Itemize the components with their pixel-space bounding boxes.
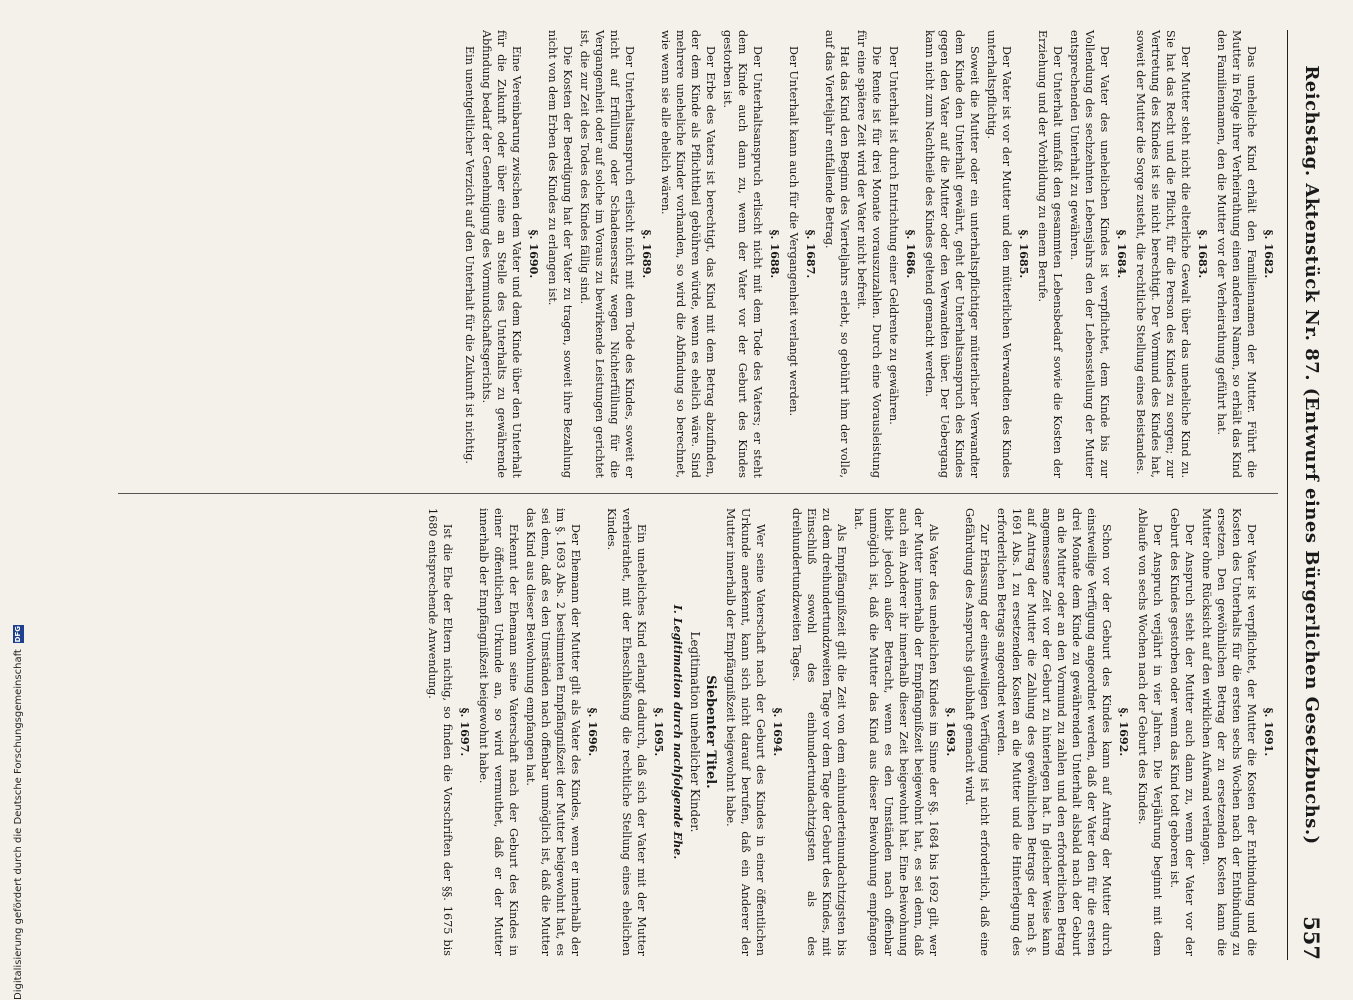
- header-title: Reichstag. Aktenstück Nr. 87. (Entwurf eines Bürgerlichen Gesetzbuchs.): [1301, 65, 1322, 845]
- section-heading: §. 1691.: [1262, 707, 1276, 757]
- section-heading: §. 1686.: [904, 229, 918, 279]
- paragraph: Der Vater des unehelichen Kindes ist verpflichtet, dem Kinde bis zur Vollendung des sechzehnten Lebensjahrs den der Lebensstellung der Mutter entsprechenden Unterhalt zu gewähren.: [1068, 30, 1111, 478]
- paragraph: Der Ehemann der Mutter gilt als Vater des Kindes, wenn er innerhalb der im §. 1693 Abs. 2 bestimmten Empfängnißzeit der Mutter beigewohnt hat, es sei denn, daß es den Umständen nach offenbar unmöglich ist, daß die Mutter das Kind aus dieser Beiwohnung empfangen hat.: [524, 508, 582, 956]
- section-heading: §. 1696.: [586, 707, 600, 757]
- paragraph: Ein uneheliches Kind erlangt dadurch, daß sich der Vater mit der Mutter verheirathet, mit der Eheschließung die rechtliche Stellung eines ehelichen Kindes.: [605, 508, 648, 956]
- column-divider: [118, 493, 1278, 494]
- paragraph: Die Kosten der Beerdigung hat der Vater zu tragen, soweit ihre Bezahlung nicht von dem Erben des Kindes zu erlangen ist.: [546, 30, 574, 478]
- paragraph: Eine Vereinbarung zwischen dem Vater und dem Kinde über den Unterhalt für die Zukunft oder über eine an Stelle des Unterhalts zu gewährende Abfindung bedarf der Genehmigung des Vormundschaftsgerichts.: [480, 30, 523, 478]
- paragraph: Hat das Kind den Beginn des Vierteljahrs erlebt, so gebührt ihm der volle, auf das Vierteljahr entfallende Betrag.: [823, 30, 851, 478]
- paragraph: Der Anspruch verjährt in vier Jahren. Die Verjährung beginnt mit dem Ablaufe von sechs Wochen nach der Geburt des Kindes.: [1136, 508, 1164, 956]
- footer-text: Digitalisierung gefördert durch die Deutsche Forschungsgemeinschaft: [13, 649, 24, 1000]
- section-heading: §. 1688.: [768, 229, 782, 279]
- section-heading: §. 1687.: [804, 229, 818, 279]
- section-heading: §. 1683.: [1196, 229, 1210, 279]
- paragraph: Ein unentgeltlicher Verzicht auf den Unterhalt für die Zukunft ist nichtig.: [463, 46, 476, 464]
- paragraph: Der Unterhalt ist durch Entrichtung einer Geldrente zu gewähren.: [887, 46, 900, 425]
- left-column: [118, 30, 1280, 478]
- paragraph: Erkennt der Ehemann seine Vaterschaft nach der Geburt des Kindes in einer öffentlichen Urkunde an, so wird vermuthet, daß er der Mutter innerhalb der Empfängnißzeit beigewohnt habe.: [477, 508, 520, 956]
- section-heading: §. 1690.: [527, 229, 541, 279]
- section-heading: §. 1689.: [640, 229, 654, 279]
- paragraph: Soweit die Mutter oder ein unterhaltspflichtiger mütterlicher Verwandter dem Kinde den Unterhalt gewährt, geht der Unterhaltsanspruch des Kindes gegen den Vater auf die Mutter oder den Verwandten über. Der Uebergang kann nicht zum Nachtheile des Kindes geltend gemacht werden.: [923, 30, 981, 478]
- section-heading: §. 1697.: [458, 707, 472, 757]
- section-heading: §. 1684.: [1115, 229, 1129, 279]
- paragraph: Der Vater ist verpflichtet, der Mutter die Kosten der Entbindung und die Kosten des Unterhalts für die ersten sechs Wochen nach der Entbindung zu ersetzen. Den gewöhnlichen Betrag der zu ersetzenden Kosten kann die Mutter ohne Rücksicht auf den wirklichen Aufwand verlangen.: [1200, 508, 1258, 956]
- paragraph: Als Empfängnißzeit gilt die Zeit von dem einhunderteinundachtzigsten bis zu dem dreihundertundzweiten Tage vor dem Tage der Geburt des Kindes, mit Einschluß sowohl des einhundertundachtzigsten als des dreihundertundzweiten Tages.: [790, 508, 848, 956]
- paragraph: Als Vater des unehelichen Kindes im Sinne der §§. 1684 bis 1692 gilt, wer der Mutter innerhalb der Empfängnißzeit beigewohnt hat, es sei denn, daß auch ein Anderer ihr innerhalb dieser Zeit beigewohnt hat. Eine Beiwohnung bleibt jedoch außer Betracht, wenn es den Umständen nach offenbar unmöglich ist, daß die Mutter das Kind aus dieser Beiwohnung empfangen hat.: [852, 508, 940, 956]
- footer-credit: [8, 0, 30, 1000]
- paragraph: Der Erbe des Vaters ist berechtigt, das Kind mit dem Betrag abzufinden, der dem Kinde als Pflichttheil gebühren würde, wenn es ehelich wäre. Sind mehrere uneheliche Kinder vorhanden, so wird die Abfindung so berechnet, wie wenn sie alle ehelich wären.: [659, 30, 717, 478]
- section-heading: §. 1682.: [1262, 229, 1276, 279]
- dfg-logo: DFG: [13, 625, 22, 643]
- page-header: [1287, 30, 1328, 960]
- section-heading: §. 1695.: [652, 707, 666, 757]
- document-page: [78, 30, 1328, 960]
- section-heading: §. 1685.: [1017, 229, 1031, 279]
- title-heading: Siebenter Titel.: [703, 675, 718, 789]
- title-subheading: Legitimation unehelicher Kinder.: [688, 631, 702, 833]
- page-number: 557: [1299, 916, 1324, 960]
- right-column: [118, 508, 1280, 956]
- paragraph: Das uneheliche Kind erhält den Familiennamen der Mutter. Führt die Mutter in Folge ihrer Verheirathung einen anderen Namen, so erhält das Kind den Familiennamen, den die Mutter vor der Verheirathung geführt hat.: [1215, 30, 1258, 478]
- paragraph: Der Unterhalt umfaßt den gesammten Lebensbedarf sowie die Kosten der Erziehung und der Vorbildung zu einem Berufe.: [1036, 30, 1064, 478]
- section-heading: §. 1693.: [944, 707, 958, 757]
- section-heading: §. 1692.: [1117, 707, 1131, 757]
- paragraph: Wer seine Vaterschaft nach der Geburt des Kindes in einer öffentlichen Urkunde anerkennt, kann sich nicht darauf berufen, daß ein Anderer der Mutter innerhalb der Empfängnißzeit beigewohnt habe.: [724, 508, 767, 956]
- paragraph: Der Unterhaltsanspruch erlischt nicht mit dem Tode des Kindes, soweit er nicht auf Erfüllung oder Schadensersatz wegen Nichterfüllung für die Vergangenheit oder auf solche im Voraus zu bewirkende Leistungen gerichtet ist, die zur Zeit des Todes des Kindes fällig sind.: [578, 30, 636, 478]
- section-subheading: I. Legitimation durch nachfolgende Ehe.: [671, 604, 685, 860]
- paragraph: Der Unterhaltsanspruch erlischt nicht mit dem Tode des Vaters; er steht dem Kinde auch dann zu, wenn der Vater vor der Geburt des Kindes gestorben ist.: [721, 30, 764, 478]
- paragraph: Ist die Ehe der Eltern nichtig, so finden die Vorschriften der §§. 1675 bis 1680 entsprechende Anwendung.: [426, 508, 454, 956]
- paragraph: Der Unterhalt kann auch für die Vergangenheit verlangt werden.: [787, 46, 800, 417]
- section-heading: §. 1694.: [771, 707, 785, 757]
- paragraph: Der Anspruch steht der Mutter auch dann zu, wenn der Vater vor der Geburt des Kindes gestorben oder wenn das Kind todt geboren ist.: [1168, 508, 1196, 956]
- paragraph: Die Rente ist für drei Monate vorauszuzahlen. Durch eine Vorausleistung für eine spätere Zeit wird der Vater nicht befreit.: [855, 30, 883, 478]
- paragraph: Schon vor der Geburt des Kindes kann auf Antrag der Mutter durch einstweilige Verfügung angeordnet werden, daß der Vater den für die ersten drei Monate dem Kinde zu gewährenden Unterhalt alsbald nach der Geburt an die Mutter oder an den Vormund zu zahlen und den erforderlichen Betrag angemessene Zeit vor der Geburt zu hinterlegen hat. In gleicher Weise kann auf Antrag der Mutter die Zahlung des gewöhnlichen Betrags der nach §. 1691 Abs. 1 zu ersetzenden Kosten an die Mutter und die Hinterlegung des erforderlichen Betrags angeordnet werden.: [995, 508, 1113, 956]
- paragraph: Zur Erlassung der einstweiligen Verfügung ist nicht erforderlich, daß eine Gefährdung des Anspruchs glaubhaft gemacht wird.: [963, 508, 991, 956]
- paragraph: Der Mutter steht nicht die elterliche Gewalt über das uneheliche Kind zu. Sie hat das Recht und die Pflicht, für die Person des Kindes zu sorgen; zur Vertretung des Kindes ist sie nicht berechtigt. Der Vormund des Kindes hat, soweit der Mutter die Sorge zusteht, die rechtliche Stellung eines Beistandes.: [1134, 30, 1192, 478]
- paragraph: Der Vater ist vor der Mutter und den mütterlichen Verwandten des Kindes unterhaltspflichtig.: [985, 30, 1013, 478]
